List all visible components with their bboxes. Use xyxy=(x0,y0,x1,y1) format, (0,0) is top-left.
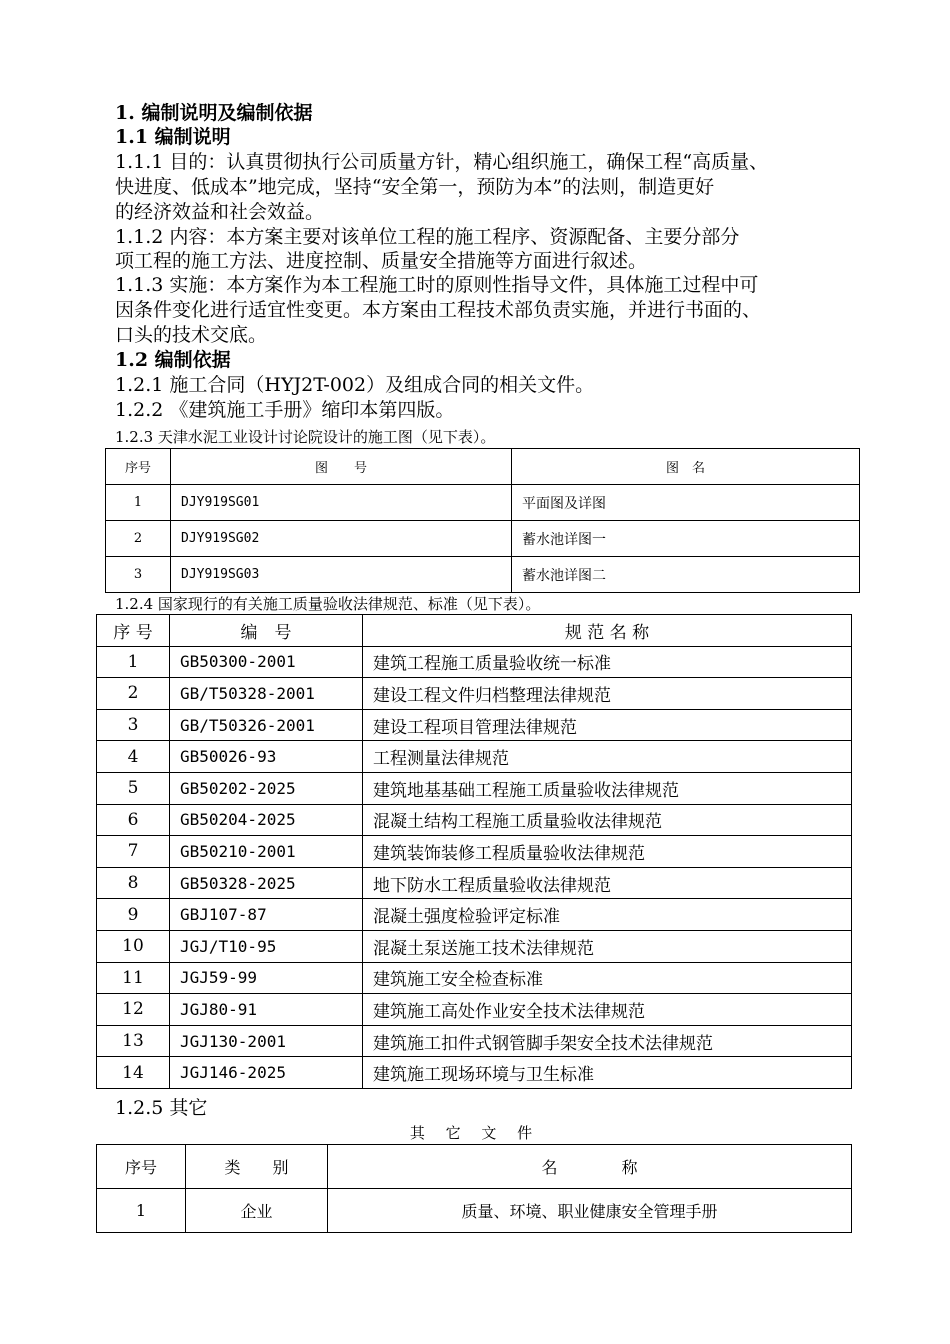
cell-standard-name: 建筑施工高处作业安全技术法律规范 xyxy=(363,994,852,1026)
cell-index: 1 xyxy=(106,485,171,521)
paragraph-1-2-3: 1.2.3 天津水泥工业设计讨论院设计的施工图（见下表）。 xyxy=(115,428,496,446)
table-row xyxy=(97,962,852,994)
table-row xyxy=(97,772,852,804)
cell-code: GB50300-2001 xyxy=(170,646,363,678)
other-documents-table xyxy=(96,1144,852,1233)
cell-standard-name: 混凝土泵送施工技术法律规范 xyxy=(363,930,852,962)
column-header-standard-name: 规 范 名 称 xyxy=(363,615,852,647)
table-header-row xyxy=(97,615,852,647)
column-header-document-name: 名 称 xyxy=(328,1145,852,1189)
cell-index: 3 xyxy=(97,709,170,741)
table-row xyxy=(97,1025,852,1057)
cell-code: GB50202-2025 xyxy=(170,772,363,804)
column-header-code: 编 号 xyxy=(170,615,363,647)
cell-standard-name: 建设工程文件归档整理法律规范 xyxy=(363,678,852,710)
table-row xyxy=(97,899,852,931)
cell-code: GB50026-93 xyxy=(170,741,363,773)
heading-1: 1. 编制说明及编制依据 xyxy=(115,102,313,124)
paragraph-1-2-1: 1.2.1 施工合同（HYJ2T-002）及组成合同的相关文件。 xyxy=(115,374,595,396)
paragraph-1-1-3-line: 口头的技术交底。 xyxy=(115,324,268,346)
cell-index: 12 xyxy=(97,994,170,1026)
paragraph-1-1-3-line: 1.1.3 实施：本方案作为本工程施工时的原则性指导文件，具体施工过程中可 xyxy=(115,274,759,296)
table-caption: 其 它 文 件 xyxy=(409,1124,541,1142)
cell-drawing-name: 平面图及详图 xyxy=(512,485,860,521)
cell-index: 13 xyxy=(97,1025,170,1057)
cell-code: GB50204-2025 xyxy=(170,804,363,836)
paragraph-1-2-2: 1.2.2 《建筑施工手册》缩印本第四版。 xyxy=(115,399,455,421)
cell-code: GB/T50328-2001 xyxy=(170,678,363,710)
paragraph-1-1-1-line: 快进度、低成本”地完成，坚持“安全第一，预防为本”的法则，制造更好 xyxy=(115,176,715,198)
table-row xyxy=(106,557,860,593)
cell-standard-name: 建筑施工安全检查标准 xyxy=(363,962,852,994)
drawings-table xyxy=(105,448,860,593)
table-row xyxy=(97,867,852,899)
table-row xyxy=(106,485,860,521)
cell-standard-name: 混凝土结构工程施工质量验收法律规范 xyxy=(363,804,852,836)
cell-code: GB50328-2025 xyxy=(170,867,363,899)
cell-index: 7 xyxy=(97,836,170,868)
paragraph-1-2-5: 1.2.5 其它 xyxy=(115,1097,208,1119)
table-row xyxy=(97,646,852,678)
cell-drawing-no: DJY919SG02 xyxy=(171,521,512,557)
cell-drawing-no: DJY919SG01 xyxy=(171,485,512,521)
cell-code: JGJ146-2025 xyxy=(170,1057,363,1089)
heading-1-1: 1.1 编制说明 xyxy=(115,126,231,148)
cell-index: 5 xyxy=(97,772,170,804)
table-row xyxy=(97,709,852,741)
cell-index: 6 xyxy=(97,804,170,836)
table-row xyxy=(97,836,852,868)
column-header-category: 类 别 xyxy=(186,1145,328,1189)
cell-index: 1 xyxy=(97,646,170,678)
cell-index: 8 xyxy=(97,867,170,899)
cell-standard-name: 建筑工程施工质量验收统一标准 xyxy=(363,646,852,678)
cell-index: 2 xyxy=(106,521,171,557)
cell-standard-name: 建设工程项目管理法律规范 xyxy=(363,709,852,741)
cell-standard-name: 建筑施工现场环境与卫生标准 xyxy=(363,1057,852,1089)
cell-index: 1 xyxy=(97,1189,186,1233)
cell-index: 11 xyxy=(97,962,170,994)
table-header-row xyxy=(97,1145,852,1189)
cell-code: GB/T50326-2001 xyxy=(170,709,363,741)
cell-index: 2 xyxy=(97,678,170,710)
cell-code: JGJ80-91 xyxy=(170,994,363,1026)
table-row xyxy=(97,804,852,836)
column-header-index: 序 号 xyxy=(97,615,170,647)
paragraph-1-1-3-line: 因条件变化进行适宜性变更。本方案由工程技术部负责实施，并进行书面的、 xyxy=(115,299,762,321)
cell-code: GB50210-2001 xyxy=(170,836,363,868)
cell-drawing-no: DJY919SG03 xyxy=(171,557,512,593)
paragraph-1-2-4: 1.2.4 国家现行的有关施工质量验收法律规范、标准（见下表）。 xyxy=(115,595,541,613)
cell-code: JGJ59-99 xyxy=(170,962,363,994)
cell-drawing-name: 蓄水池详图二 xyxy=(512,557,860,593)
cell-standard-name: 建筑地基基础工程施工质量验收法律规范 xyxy=(363,772,852,804)
cell-index: 9 xyxy=(97,899,170,931)
table-row xyxy=(97,741,852,773)
cell-document-name: 质量、环境、职业健康安全管理手册 xyxy=(328,1189,852,1233)
table-row xyxy=(106,521,860,557)
cell-code: JGJ130-2001 xyxy=(170,1025,363,1057)
paragraph-1-1-2-line: 项工程的施工方法、进度控制、质量安全措施等方面进行叙述。 xyxy=(115,250,648,272)
paragraph-1-1-1-line: 1.1.1 目的：认真贯彻执行公司质量方针，精心组织施工，确保工程“高质量、 xyxy=(115,151,769,173)
table-row xyxy=(97,994,852,1026)
standards-table xyxy=(96,614,852,1089)
cell-category: 企业 xyxy=(186,1189,328,1233)
column-header-drawing-no: 图 号 xyxy=(171,449,512,485)
cell-drawing-name: 蓄水池详图一 xyxy=(512,521,860,557)
heading-1-2: 1.2 编制依据 xyxy=(115,349,231,371)
cell-standard-name: 工程测量法律规范 xyxy=(363,741,852,773)
column-header-drawing-name: 图 名 xyxy=(512,449,860,485)
table-row xyxy=(97,1189,852,1233)
cell-code: GBJ107-87 xyxy=(170,899,363,931)
cell-index: 10 xyxy=(97,930,170,962)
cell-index: 4 xyxy=(97,741,170,773)
table-header-row xyxy=(106,449,860,485)
cell-code: JGJ/T10-95 xyxy=(170,930,363,962)
cell-standard-name: 建筑施工扣件式钢管脚手架安全技术法律规范 xyxy=(363,1025,852,1057)
cell-standard-name: 建筑装饰装修工程质量验收法律规范 xyxy=(363,836,852,868)
column-header-index: 序号 xyxy=(97,1145,186,1189)
paragraph-1-1-2-line: 1.1.2 内容：本方案主要对该单位工程的施工程序、资源配备、主要分部分 xyxy=(115,226,740,248)
table-row xyxy=(97,1057,852,1089)
paragraph-1-1-1-line: 的经济效益和社会效益。 xyxy=(115,201,325,223)
table-row xyxy=(97,930,852,962)
cell-index: 3 xyxy=(106,557,171,593)
table-row xyxy=(97,678,852,710)
column-header-index: 序号 xyxy=(106,449,171,485)
cell-standard-name: 地下防水工程质量验收法律规范 xyxy=(363,867,852,899)
cell-standard-name: 混凝土强度检验评定标准 xyxy=(363,899,852,931)
cell-index: 14 xyxy=(97,1057,170,1089)
